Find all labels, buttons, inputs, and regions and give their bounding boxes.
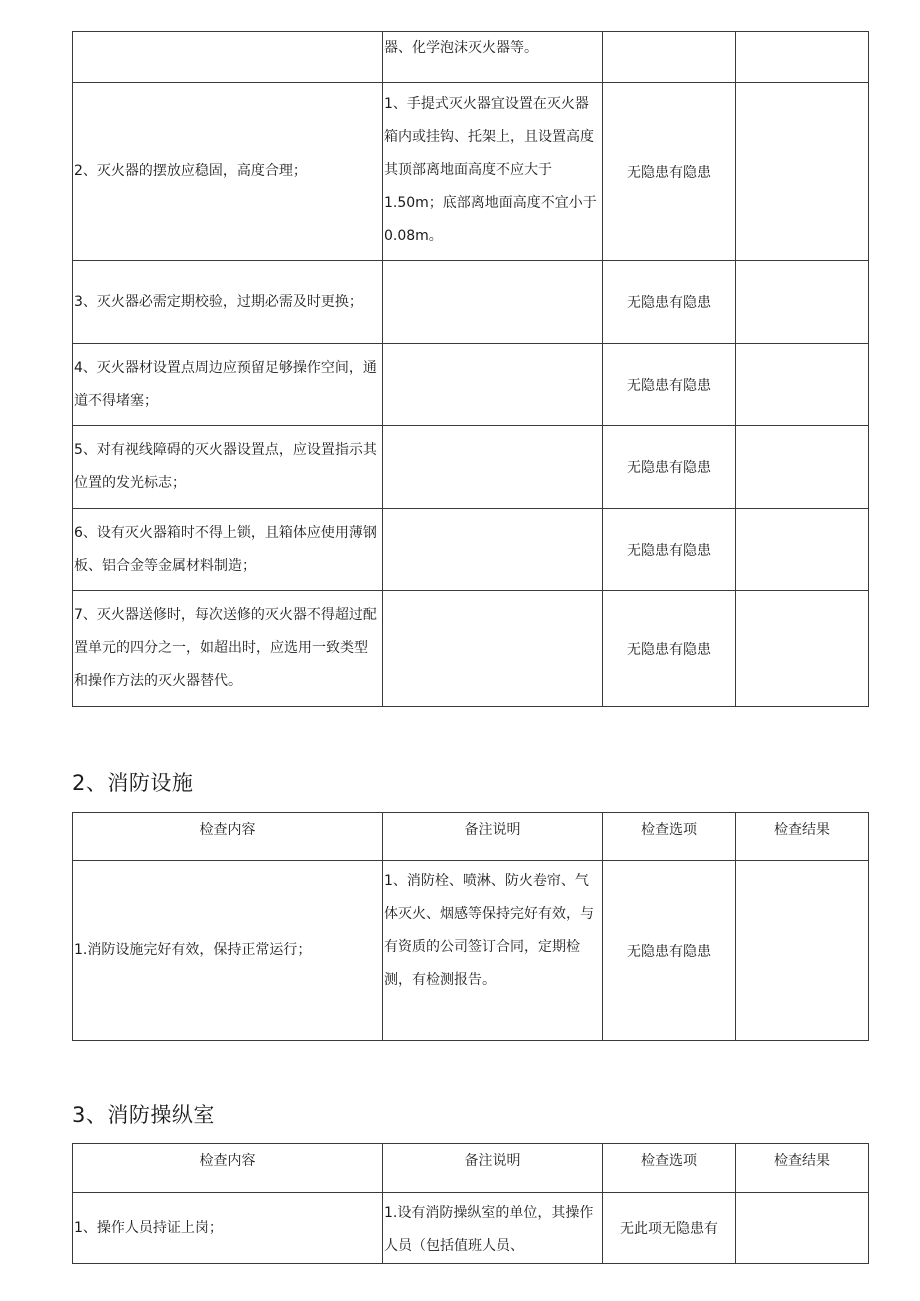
note-cell: 1、手提式灭火器宜设置在灭火器箱内或挂钩、托架上，且设置高度其顶部离地面高度不应大于1.50m；底部离地面高度不宜小于 0.08m。 <box>383 83 603 261</box>
check-option-cell: 无此项无隐患有 <box>603 1193 736 1264</box>
table-row <box>73 426 869 509</box>
note-cell: 1、消防栓、喷淋、防火卷帘、气体灭火、烟感等保持完好有效，与有资质的公司签订合同，定期检测，有检测报告。 <box>383 861 603 1041</box>
check-option-cell: 无隐患有隐患 <box>603 344 736 426</box>
header-check-result: 检查结果 <box>736 1144 869 1193</box>
check-content-cell: 1、操作人员持证上岗； <box>73 1193 383 1264</box>
check-option-cell <box>603 32 736 83</box>
check-option-cell: 无隐患有隐患 <box>603 509 736 591</box>
table-row <box>73 861 869 1041</box>
fire-facilities-table <box>72 812 869 1041</box>
table-row <box>73 509 869 591</box>
fire-extinguisher-table <box>72 31 869 707</box>
check-content-cell: 3、灭火器必需定期校验，过期必需及时更换； <box>73 261 383 344</box>
fire-control-room-table <box>72 1143 869 1264</box>
check-result-cell <box>736 32 869 83</box>
header-check-content: 检查内容 <box>73 1144 383 1193</box>
table-row <box>73 32 869 83</box>
note-cell <box>383 426 603 509</box>
header-note: 备注说明 <box>383 1144 603 1193</box>
table-row <box>73 591 869 707</box>
check-result-cell <box>736 591 869 707</box>
header-check-result: 检查结果 <box>736 813 869 861</box>
section-title-fire-facilities: 2、消防设施 <box>72 771 194 795</box>
header-check-option: 检查选项 <box>603 1144 736 1193</box>
section-title-fire-control-room: 3、消防操纵室 <box>72 1103 215 1127</box>
check-result-cell <box>736 344 869 426</box>
table-row <box>73 261 869 344</box>
check-option-cell: 无隐患有隐患 <box>603 261 736 344</box>
check-result-cell <box>736 509 869 591</box>
table-row <box>73 1193 869 1264</box>
note-cell: 1.设有消防操纵室的单位，其操作人员（包括值班人员、 <box>383 1193 603 1264</box>
note-cell <box>383 591 603 707</box>
header-check-content: 检查内容 <box>73 813 383 861</box>
note-cell: 器、化学泡沫灭火器等。 <box>383 32 603 83</box>
table-header-row <box>73 813 869 861</box>
check-option-cell: 无隐患有隐患 <box>603 861 736 1041</box>
check-option-cell: 无隐患有隐患 <box>603 83 736 261</box>
check-content-cell: 5、对有视线障碍的灭火器设置点，应设置指示其位置的发光标志； <box>73 426 383 509</box>
check-option-cell: 无隐患有隐患 <box>603 426 736 509</box>
note-cell <box>383 261 603 344</box>
check-content-cell: 1.消防设施完好有效，保持正常运行； <box>73 861 383 1041</box>
note-cell <box>383 509 603 591</box>
note-cell <box>383 344 603 426</box>
check-content-cell: 4、灭火器材设置点周边应预留足够操作空间，通道不得堵塞； <box>73 344 383 426</box>
check-content-cell: 2、灭火器的摆放应稳固，高度合理； <box>73 83 383 261</box>
check-result-cell <box>736 83 869 261</box>
check-content-cell: 6、设有灭火器箱时不得上锁，且箱体应使用薄钢板、铝合金等金属材料制造； <box>73 509 383 591</box>
check-option-cell: 无隐患有隐患 <box>603 591 736 707</box>
check-result-cell <box>736 261 869 344</box>
table-row <box>73 344 869 426</box>
check-content-cell: 7、灭火器送修时，每次送修的灭火器不得超过配置单元的四分之一，如超出时，应选用一致类型和操作方法的灭火器替代。 <box>73 591 383 707</box>
check-result-cell <box>736 1193 869 1264</box>
header-check-option: 检查选项 <box>603 813 736 861</box>
check-result-cell <box>736 426 869 509</box>
check-content-cell <box>73 32 383 83</box>
table-header-row <box>73 1144 869 1193</box>
check-result-cell <box>736 861 869 1041</box>
header-note: 备注说明 <box>383 813 603 861</box>
table-row <box>73 83 869 261</box>
